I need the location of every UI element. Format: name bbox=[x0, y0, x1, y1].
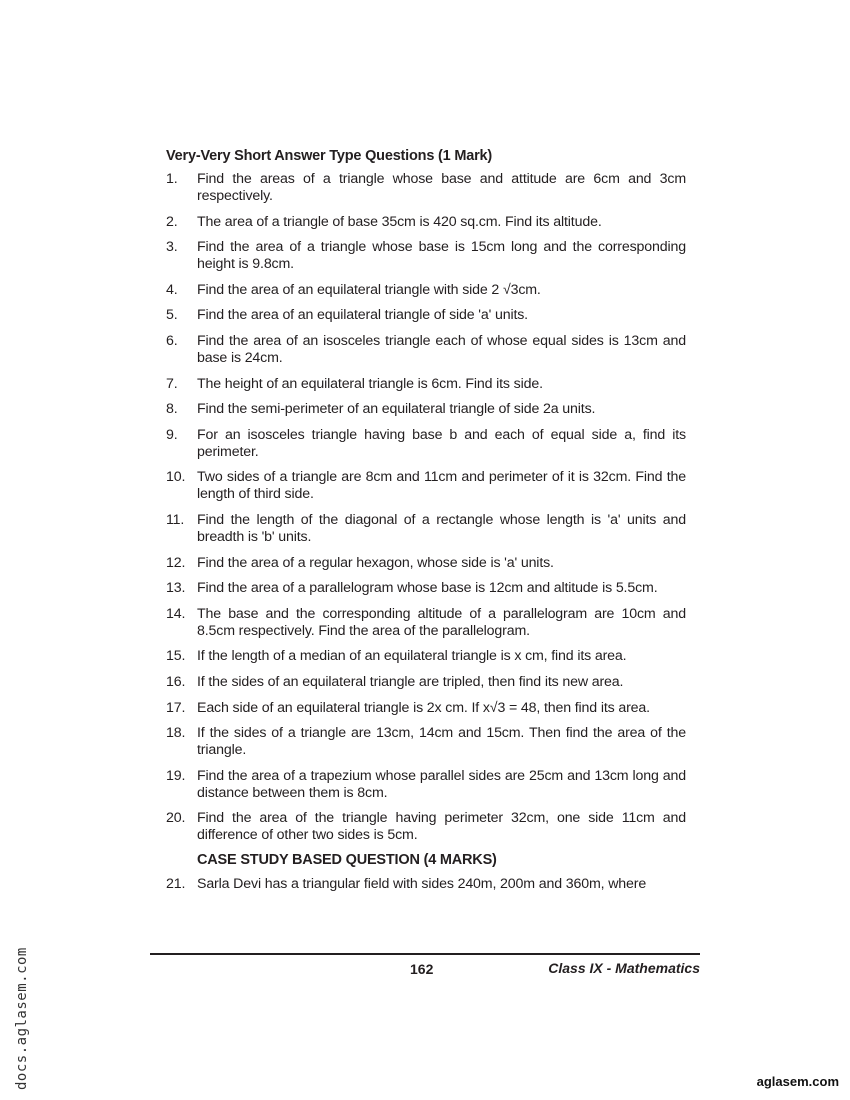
footer-class-label: Class IX - Mathematics bbox=[548, 960, 700, 976]
question-number: 11. bbox=[166, 511, 185, 528]
question-text: Find the area of a parallelogram whose base is 12cm and altitude is 5.5cm. bbox=[197, 580, 658, 597]
question-number: 9. bbox=[166, 426, 178, 443]
question-number: 14. bbox=[166, 605, 186, 622]
question-item bbox=[166, 768, 686, 802]
section-heading: Very-Very Short Answer Type Questions (1 Mark) bbox=[166, 148, 493, 164]
question-number: 15. bbox=[166, 648, 186, 665]
question-text: Find the area of a regular hexagon, whose side is 'a' units. bbox=[197, 554, 554, 571]
question-number: 16. bbox=[166, 673, 186, 690]
question-text: Two sides of a triangle are 8cm and 11cm and perimeter of it is 32cm. Find the length of third side. bbox=[197, 469, 686, 503]
question-text: Find the area of an equilateral triangle with side 2 √3cm. bbox=[197, 281, 541, 298]
question-text: Find the area of an isosceles triangle each of whose equal sides is 13cm and base is 24cm. bbox=[197, 332, 686, 366]
question-text: For an isosceles triangle having base b and each of equal side a, find its perimeter. bbox=[197, 426, 686, 460]
question-number: 12. bbox=[166, 554, 186, 571]
question-item bbox=[166, 239, 686, 273]
question-number: 7. bbox=[166, 375, 178, 392]
case-question bbox=[166, 876, 686, 893]
question-number: 4. bbox=[166, 281, 178, 298]
question-number: 6. bbox=[166, 332, 178, 349]
question-number: 10. bbox=[166, 469, 186, 486]
question-number: 20. bbox=[166, 810, 186, 827]
question-text: Each side of an equilateral triangle is 2x cm. If x√3 = 48, then find its area. bbox=[197, 699, 650, 716]
question-item bbox=[166, 648, 686, 665]
question-item bbox=[166, 674, 686, 691]
question-item bbox=[166, 555, 686, 572]
question-number: 5. bbox=[166, 307, 178, 324]
question-text: Find the area of the triangle having perimeter 32cm, one side 11cm and difference of other two sides is 5cm. bbox=[197, 810, 686, 844]
question-number: 19. bbox=[166, 767, 186, 784]
side-watermark: docs.aglasem.com bbox=[14, 947, 30, 1090]
question-item bbox=[166, 810, 686, 844]
question-text: Find the area of a trapezium whose parallel sides are 25cm and 13cm long and distance between them is 8cm. bbox=[197, 767, 686, 801]
question-text: Find the length of the diagonal of a rectangle whose length is 'a' units and breadth is 'b' units. bbox=[197, 511, 686, 545]
page-number: 162 bbox=[410, 961, 434, 977]
question-number: 3. bbox=[166, 239, 178, 256]
question-item bbox=[166, 401, 686, 418]
question-item bbox=[166, 171, 686, 205]
question-text: Find the area of an equilateral triangle of side 'a' units. bbox=[197, 307, 528, 324]
footer-divider bbox=[150, 953, 700, 955]
question-text: The base and the corresponding altitude of a parallelogram are 10cm and 8.5cm respectively. Find the area of the parallelogram. bbox=[197, 605, 686, 639]
question-text: If the sides of an equilateral triangle are tripled, then find its new area. bbox=[197, 673, 624, 690]
question-item bbox=[166, 376, 686, 393]
question-number: 13. bbox=[166, 580, 186, 597]
question-number: 2. bbox=[166, 213, 178, 230]
question-item bbox=[166, 307, 686, 324]
question-item bbox=[166, 469, 686, 503]
question-number: 17. bbox=[166, 699, 186, 716]
question-text: Find the semi-perimeter of an equilateral triangle of side 2a units. bbox=[197, 401, 596, 418]
question-item bbox=[166, 700, 686, 717]
question-item bbox=[166, 282, 686, 299]
question-text: If the length of a median of an equilateral triangle is x cm, find its area. bbox=[197, 648, 627, 665]
question-item bbox=[166, 580, 686, 597]
question-text: Sarla Devi has a triangular field with sides 240m, 200m and 360m, where bbox=[197, 875, 647, 892]
question-number: 1. bbox=[166, 171, 178, 187]
question-number: 8. bbox=[166, 401, 178, 418]
question-text: Find the area of a triangle whose base is 15cm long and the corresponding height is 9.8cm. bbox=[197, 239, 686, 273]
question-text: Find the areas of a triangle whose base and attitude are 6cm and 3cm respectively. bbox=[197, 171, 686, 204]
question-item bbox=[166, 214, 686, 231]
question-item bbox=[166, 512, 686, 546]
question-text: If the sides of a triangle are 13cm, 14cm and 15cm. Then find the area of the triangle. bbox=[197, 725, 686, 759]
question-text: The area of a triangle of base 35cm is 420 sq.cm. Find its altitude. bbox=[197, 213, 602, 230]
page-content bbox=[166, 148, 686, 901]
question-item bbox=[166, 606, 686, 640]
question-item bbox=[166, 427, 686, 461]
question-list bbox=[166, 171, 686, 844]
question-text: The height of an equilateral triangle is 6cm. Find its side. bbox=[197, 375, 543, 392]
question-item bbox=[166, 725, 686, 759]
question-item bbox=[166, 333, 686, 367]
question-number: 21. bbox=[166, 875, 186, 892]
bottom-watermark: aglasem.com bbox=[756, 1074, 839, 1089]
case-study-heading: CASE STUDY BASED QUESTION (4 MARKS) bbox=[197, 851, 497, 868]
question-number: 18. bbox=[166, 725, 186, 742]
